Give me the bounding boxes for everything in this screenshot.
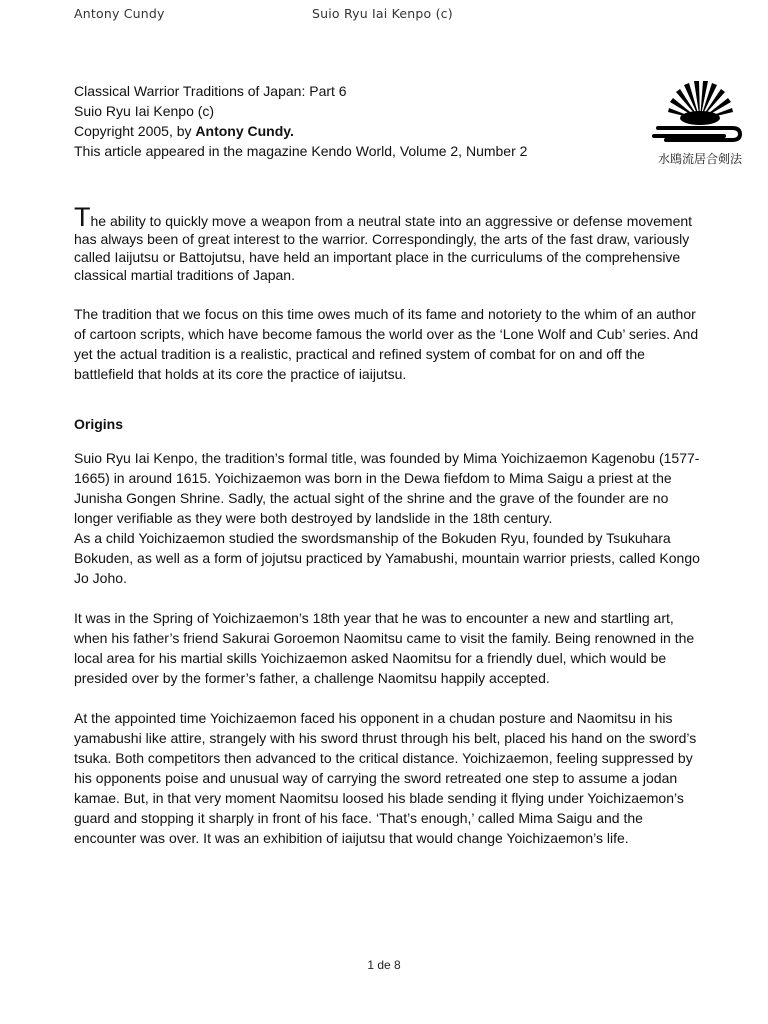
logo-caption: 水鴎流居合剣法	[657, 152, 742, 166]
section-heading-origins: Origins	[74, 416, 124, 432]
paragraph-lone-wolf: The tradition that we focus on this time owes much of its fame and notoriety to the whim of an author of cartoon scripts, which have become famous the world over as the ‘Lone Wolf and Cub’ series. And yet the actual tradition is a realistic, practical and refined system of combat for on and off the battlefield that holds at its core the practice of iaijutsu.	[74, 306, 699, 382]
paragraph-childhood: As a child Yoichizaemon studied the swordsmanship of the Bokuden Ryu, founded by Tsukuhara Bokuden, as well as a form of jojutsu practiced by Yamabushi, mountain warrior priests, called Kongo Jo Joho.	[74, 530, 700, 586]
school-logo	[646, 80, 754, 170]
publication-note: This article appeared in the magazine Kendo World, Volume 2, Number 2	[74, 143, 528, 159]
drop-cap: T	[74, 202, 91, 232]
intro-text: he ability to quickly move a weapon from a neutral state into an aggressive or defense movement has always been of great interest to the warrior. Correspondingly, the arts of the fast draw, variously called Iaijutsu or Battojutsu, have held an important place in the curriculums of the comprehensive classical martial traditions of Japan.	[74, 213, 693, 283]
copyright-author: Antony Cundy.	[195, 123, 294, 139]
copyright-line	[74, 121, 527, 141]
header-title: Suio Ryu Iai Kenpo (c)	[312, 6, 453, 21]
series-title: Classical Warrior Traditions of Japan: Part 6	[74, 83, 347, 99]
article-title: Suio Ryu Iai Kenpo (c)	[74, 103, 215, 119]
article-body	[74, 204, 700, 868]
paragraph-encounter: It was in the Spring of Yoichizaemon’s 18th year that he was to encounter a new and startling art, when his father’s friend Sakurai Goroemon Naomitsu came to visit the family. Being renowned in the local area for his martial skills Yoichizaemon asked Naomitsu for a friendly duel, which would be presided over by the former’s father, a challenge Naomitsu happily accepted.	[74, 610, 695, 686]
page-number: 1 de 8	[367, 958, 401, 972]
paragraph-founder: Suio Ryu Iai Kenpo, the tradition’s formal title, was founded by Mima Yoichizaemon Kagenobu (1577-1665) in around 1615. Yoichizaemon was born in the Dewa fiefdom to Mima Saigu a priest at the Junisha Gongen Shrine. Sadly, the actual sight of the shrine and the grave of the founder are no longer verifiable as they were both destroyed by landslide in the 18th century.	[74, 450, 700, 526]
header-author: Antony Cundy	[74, 6, 165, 21]
article-meta	[74, 81, 527, 161]
suio-ryu-crest-icon	[646, 80, 754, 146]
copyright-prefix: Copyright 2005, by	[74, 123, 196, 139]
intro-paragraph	[74, 204, 700, 284]
paragraph-duel: At the appointed time Yoichizaemon faced his opponent in a chudan posture and Naomitsu in his yamabushi like attire, strangely with his sword thrust through his belt, placed his hand on the sword’s tsuka. Both competitors then advanced to the critical distance. Yoichizaemon, feeling suppressed by his opponents poise and unusual way of carrying the sword retreated one step to assume a jodan kamae. But, in that very moment Naomitsu loosed his blade sending it flying under Yoichizaemon’s guard and stopping it sharply in front of his face. ‘That’s enough,’ called Mima Saigu and the encounter was over. It was an exhibition of iaijutsu that would change Yoichizaemon’s life.	[74, 710, 697, 846]
